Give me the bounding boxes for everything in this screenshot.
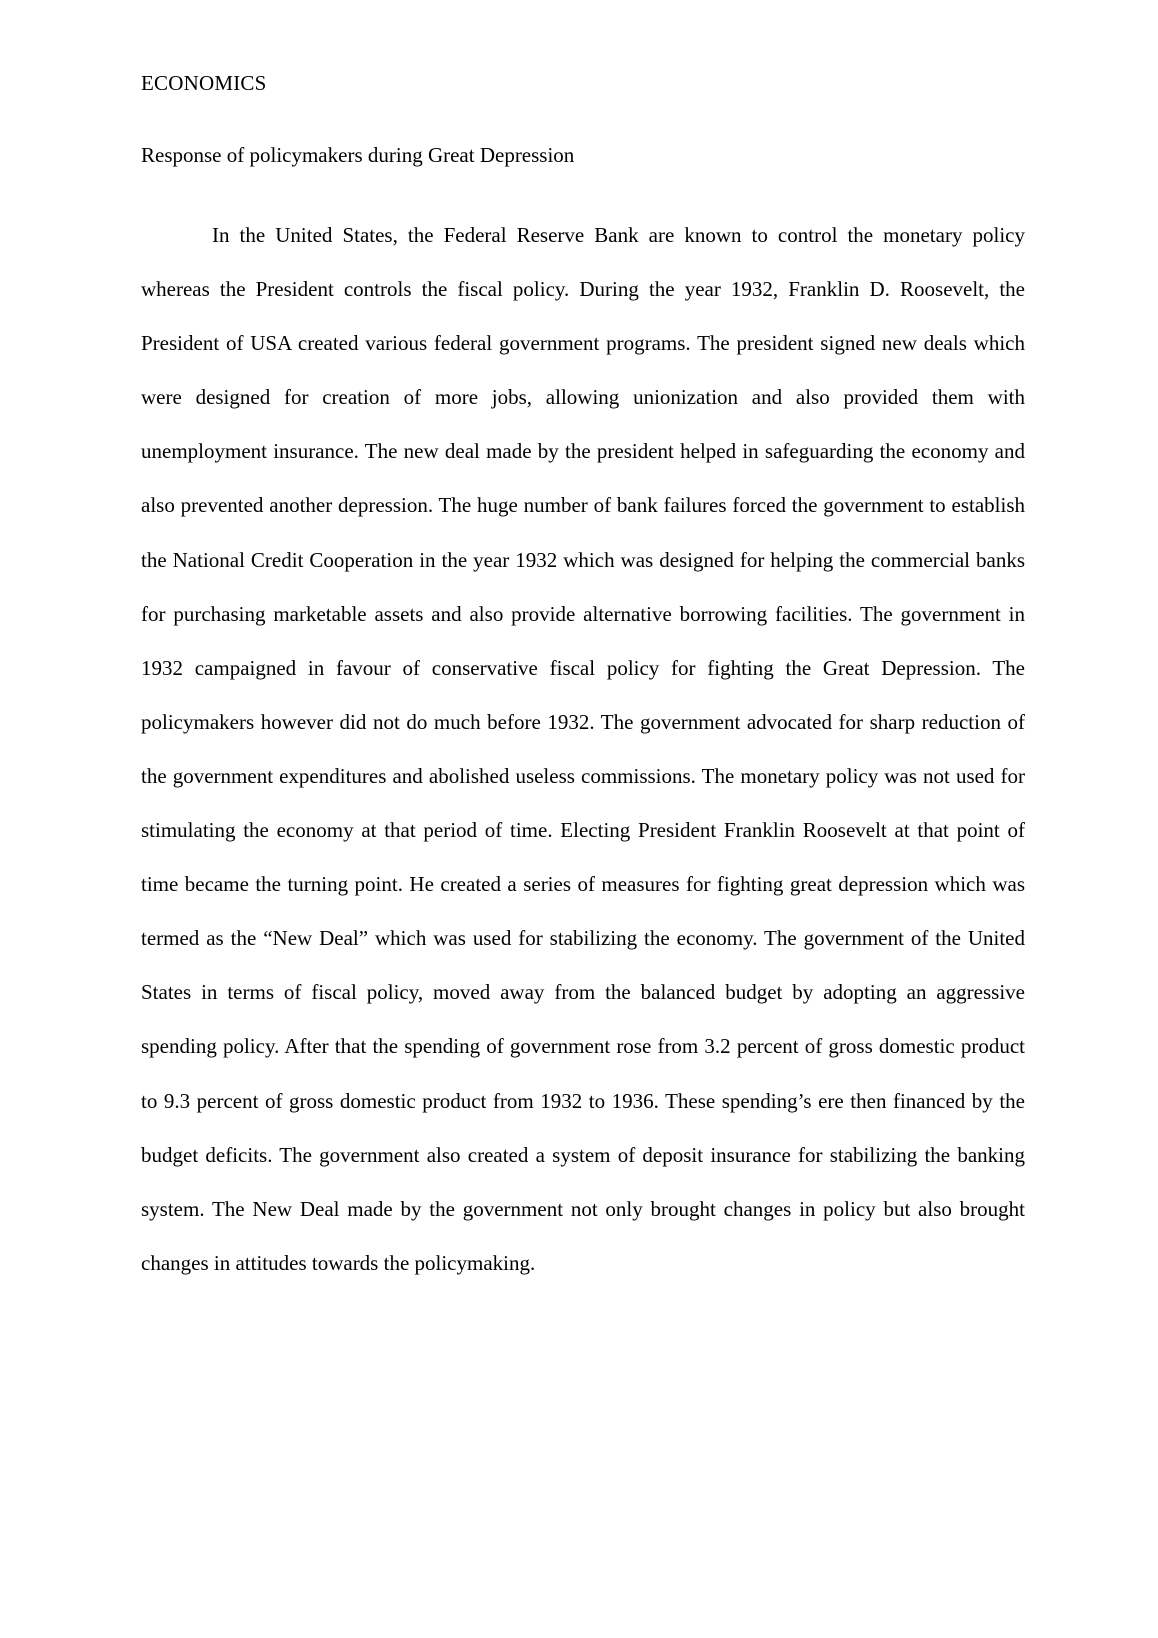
body-paragraph: In the United States, the Federal Reserve Bank are known to control the monetary policy whereas the President controls the fiscal policy. During the year 1932, Franklin D. Roosevelt, the President of USA created various federal government programs. The president signed new deals which were designed for creation of more jobs, allowing unionization and also provided them with unemployment insurance. The new deal made by the president helped in safeguarding the economy and also prevented another depression. The huge number of bank failures forced the government to establish the National Credit Cooperation in the year 1932 which was designed for helping the commercial banks for purchasing marketable assets and also provide alternative borrowing facilities. The government in 1932 campaigned in favour of conservative fiscal policy for fighting the Great Depression. The policymakers however did not do much before 1932. The government advocated for sharp reduction of the government expenditures and abolished useless commissions. The monetary policy was not used for stimulating the economy at that period of time. Electing President Franklin Roosevelt at that point of time became the turning point. He created a series of measures for fighting great depression which was termed as the “New Deal” which was used for stabilizing the economy. The government of the United States in terms of fiscal policy, moved away from the balanced budget by adopting an aggressive spending policy. After that the spending of government rose from 3.2 percent of gross domestic product to 9.3 percent of gross domestic product from 1932 to 1936. These spending’s ere then financed by the budget deficits. The government also created a system of deposit insurance for stabilizing the banking system. The New Deal made by the government not only brought changes in policy but also brought changes in attitudes towards the policymaking. bbox=[141, 223, 1025, 1275]
page-header: ECONOMICS bbox=[141, 71, 267, 95]
document-title: Response of policymakers during Great Depression bbox=[141, 143, 575, 167]
